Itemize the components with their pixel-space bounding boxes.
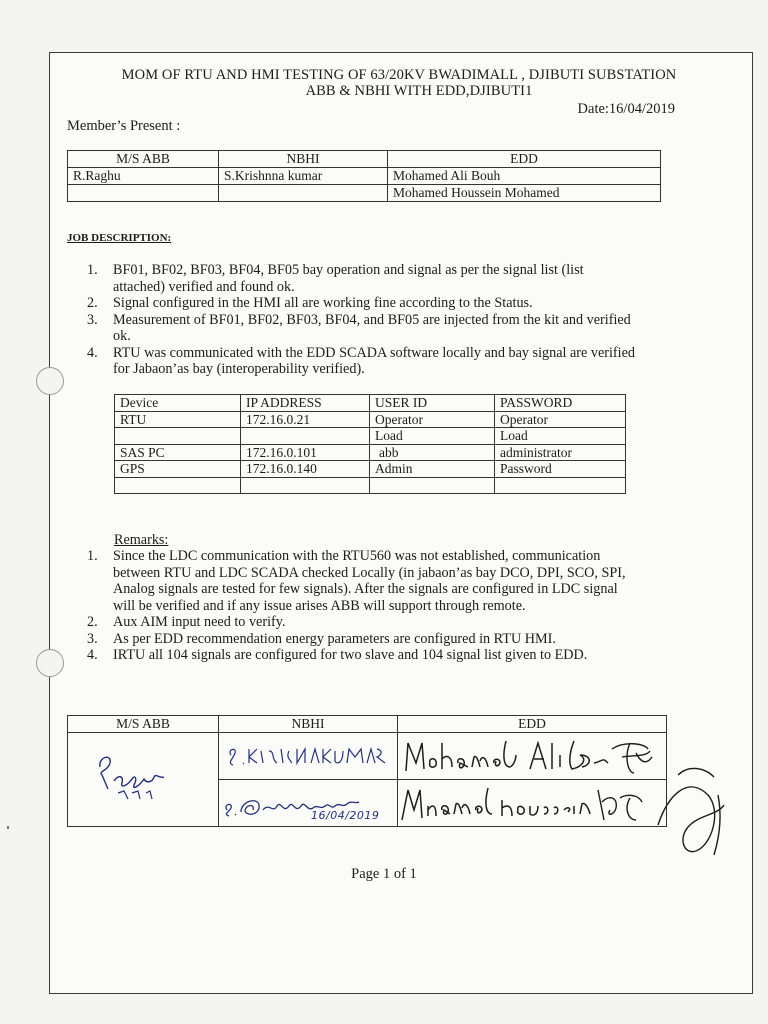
table-cell <box>241 428 370 445</box>
list-number: 2. <box>87 295 98 311</box>
job-description-list <box>67 262 635 378</box>
table-row <box>115 461 626 478</box>
list-text: Since the LDC communication with the RTU560 was not established, communication between RTU and LDC SCADA checked Locally (in jabaon’as bay DCO, DPI, SCO, SPI, Analog signals are tested for few signals). After the signals are configured in LDC signal will be verified and if any issue arises ABB will support through remote. <box>113 548 626 614</box>
members-header-nbhi: NBHI <box>219 151 388 168</box>
list-text: As per EDD recommendation energy parameters are configured in RTU HMI. <box>113 630 556 647</box>
table-cell: Operator <box>495 411 626 428</box>
list-number: 3. <box>87 630 98 647</box>
list-number: 1. <box>87 262 98 278</box>
signature-cell-abb <box>68 733 219 827</box>
members-cell: S.Krishnna kumar <box>219 168 388 185</box>
table-cell: Load <box>495 428 626 445</box>
members-row <box>68 168 661 185</box>
signature-raghu <box>68 733 218 827</box>
signature-cell-nbhi <box>219 733 398 780</box>
signature-mohamed-houssein <box>398 780 660 826</box>
members-row <box>68 185 661 202</box>
table-cell <box>115 428 241 445</box>
members-table <box>67 150 661 202</box>
signature-cell-edd <box>398 733 667 780</box>
list-item <box>67 295 635 312</box>
table-cell: Password <box>495 461 626 478</box>
table-header-cell: USER ID <box>370 395 495 412</box>
members-cell: Mohamed Houssein Mohamed <box>388 185 661 202</box>
list-text: Measurement of BF01, BF02, BF03, BF04, and BF05 are injected from the kit and verified ok. <box>113 311 631 344</box>
table-cell <box>370 477 495 494</box>
list-number: 4. <box>87 344 98 361</box>
table-row <box>115 444 626 461</box>
signature-cell-edd <box>398 780 667 827</box>
table-cell: Admin <box>370 461 495 478</box>
members-header-row <box>68 151 661 168</box>
signature-header-abb: M/S ABB <box>68 716 219 733</box>
list-text: BF01, BF02, BF03, BF04, BF05 bay operation and signal as per the signal list (list attached) verified and found ok. <box>113 262 584 295</box>
list-number: 4. <box>87 647 98 663</box>
device-credentials-table <box>114 394 626 494</box>
signature-flourish-overflow <box>648 755 728 865</box>
table-header-row <box>115 395 626 412</box>
table-cell <box>241 477 370 494</box>
table-cell: 172.16.0.21 <box>241 411 370 428</box>
list-number: 2. <box>87 614 98 630</box>
list-text: IRTU all 104 signals are configured for two slave and 104 signal list given to EDD. <box>113 647 588 663</box>
table-header-cell: PASSWORD <box>495 395 626 412</box>
signature-cell-nbhi <box>219 780 398 827</box>
remarks-heading: Remarks: <box>114 532 169 548</box>
list-item <box>67 345 635 378</box>
page-number: Page 1 of 1 <box>351 866 417 882</box>
members-header-edd: EDD <box>388 151 661 168</box>
members-cell <box>68 185 219 202</box>
document-title-line1: MOM OF RTU AND HMI TESTING OF 63/20KV BWADIMALL , DJIBUTI SUBSTATION <box>121 67 677 83</box>
table-cell: Operator <box>370 411 495 428</box>
table-cell: Load <box>370 428 495 445</box>
table-cell: 172.16.0.140 <box>241 461 370 478</box>
signature-header-edd: EDD <box>398 716 667 733</box>
table-header-cell: IP ADDRESS <box>241 395 370 412</box>
signature-date-handwritten: 16/04/2019 <box>311 809 380 822</box>
document-date: Date:16/04/2019 <box>577 101 675 117</box>
list-number: 1. <box>87 548 98 564</box>
list-item <box>67 312 635 345</box>
signatures-header-row <box>68 716 667 733</box>
table-cell: RTU <box>115 411 241 428</box>
members-header-abb: M/S ABB <box>68 151 219 168</box>
list-item <box>67 614 635 631</box>
table-row <box>115 411 626 428</box>
job-description-heading: JOB DESCRIPTION: <box>67 232 172 244</box>
table-cell <box>115 477 241 494</box>
members-cell: Mohamed Ali Bouh <box>388 168 661 185</box>
table-header-cell: Device <box>115 395 241 412</box>
list-text: RTU was communicated with the EDD SCADA software locally and bay signal are verified for Jabaon’as bay (interoperability verified). <box>113 344 635 377</box>
table-cell: abb <box>370 444 495 461</box>
list-item <box>67 631 635 648</box>
members-cell: R.Raghu <box>68 168 219 185</box>
signature-row <box>68 733 667 780</box>
list-number: 3. <box>87 311 98 328</box>
members-present-label: Member’s Present : <box>67 118 181 134</box>
table-cell: 172.16.0.101 <box>241 444 370 461</box>
scan-speck <box>7 826 9 829</box>
table-row <box>115 477 626 494</box>
signature-mohamed-ali-bouh <box>398 733 660 779</box>
table-cell <box>495 477 626 494</box>
list-text: Signal configured in the HMI all are working fine according to the Status. <box>113 295 533 311</box>
list-text: Aux AIM input need to verify. <box>113 614 286 630</box>
table-cell: SAS PC <box>115 444 241 461</box>
table-row <box>115 428 626 445</box>
list-item <box>67 262 635 295</box>
signatures-table <box>67 715 667 827</box>
table-cell: GPS <box>115 461 241 478</box>
list-item <box>67 548 635 614</box>
signature-krishna-kumar <box>219 733 387 779</box>
list-item <box>67 647 635 664</box>
punch-hole-top <box>36 367 64 395</box>
table-cell: administrator <box>495 444 626 461</box>
punch-hole-bottom <box>36 649 64 677</box>
members-cell <box>219 185 388 202</box>
remarks-list <box>67 548 635 664</box>
document-title-line2: ABB & NBHI WITH EDD,DJIBUTI1 <box>305 83 533 99</box>
signature-header-nbhi: NBHI <box>219 716 398 733</box>
